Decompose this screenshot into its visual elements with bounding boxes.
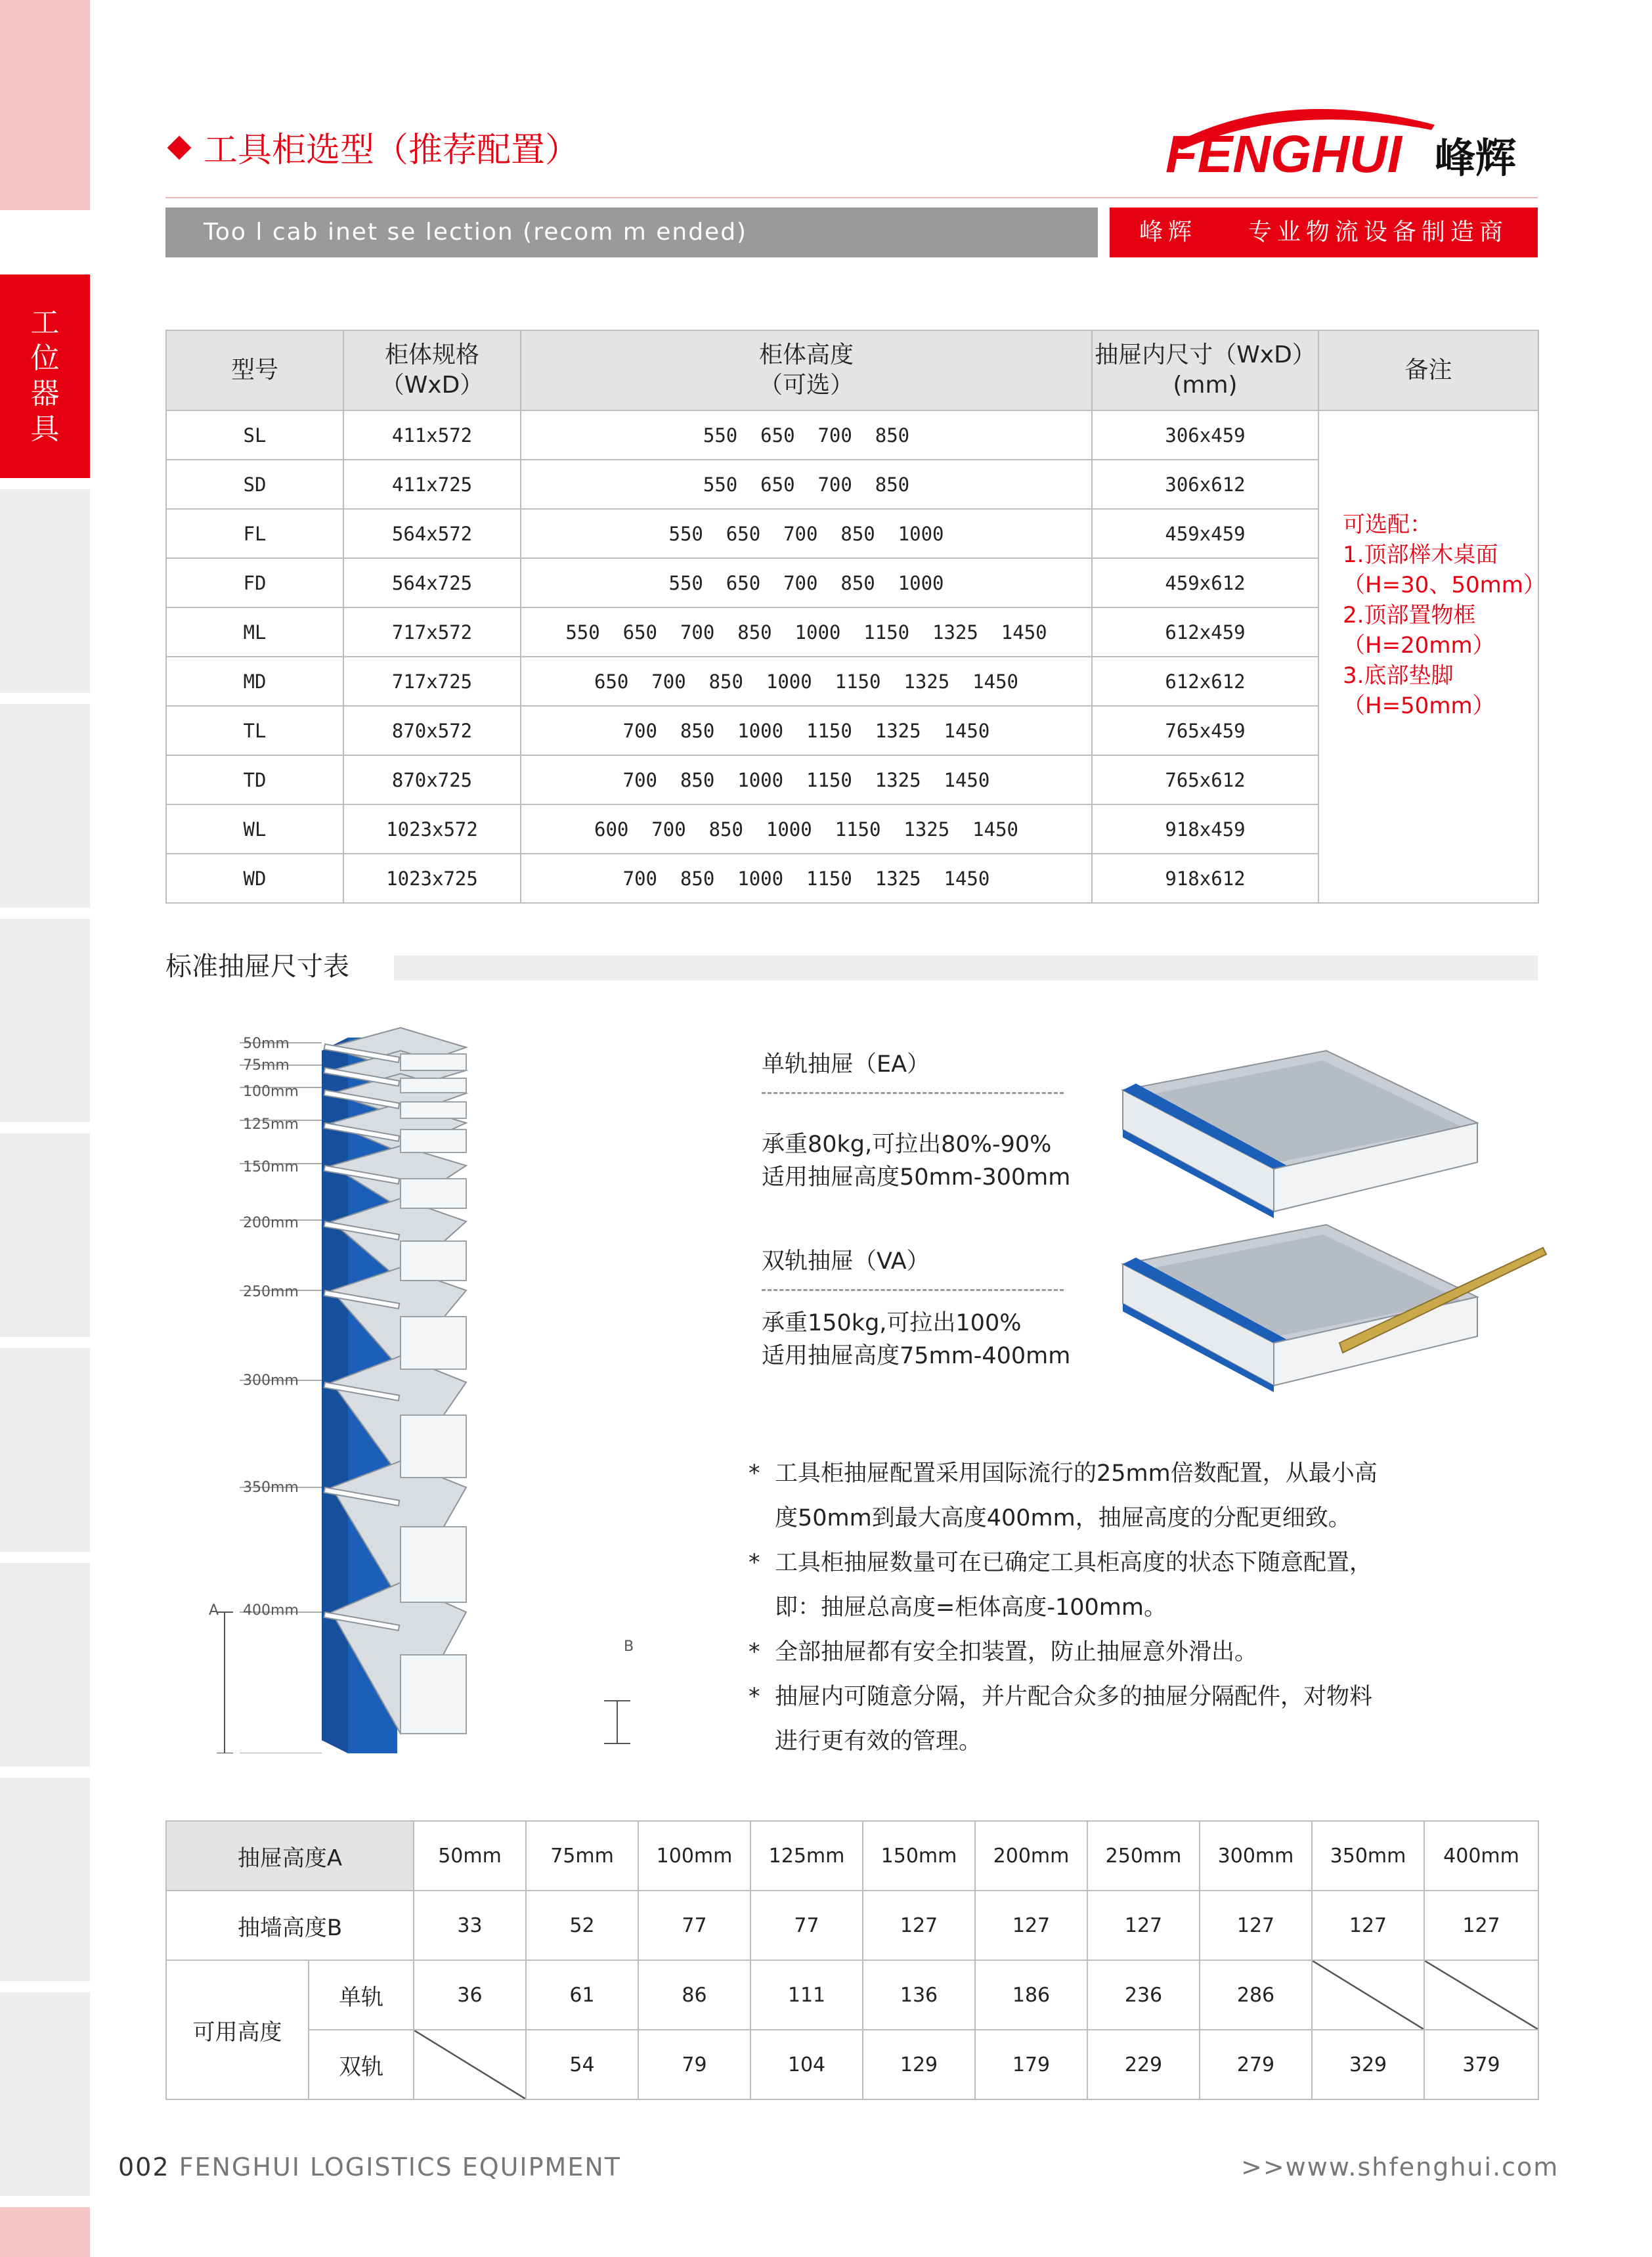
cell: 300mm: [1200, 1821, 1312, 1891]
note-text: 抽屉内可随意分隔，并片配合众多的抽屉分隔配件，对物料: [775, 1684, 1373, 1710]
cell-inner: 765x459: [1092, 706, 1318, 755]
note-text: 全部抽屉都有安全扣装置，防止抽屉意外滑出。: [775, 1639, 1258, 1665]
side-tab[interactable]: [0, 1348, 90, 1552]
cell-model: ML: [166, 607, 343, 657]
table-header-row: [166, 330, 1538, 410]
cell-model: TL: [166, 706, 343, 755]
cell: 136: [863, 1960, 975, 2030]
cell-model: SD: [166, 460, 343, 509]
cell: 129: [863, 2030, 975, 2099]
section-title: 标准抽屉尺寸表: [165, 952, 349, 982]
side-tab[interactable]: [0, 919, 90, 1122]
cell: 186: [975, 1960, 1087, 2030]
row-sublabel: 单轨: [309, 1960, 414, 2030]
cell: 36: [414, 1960, 526, 2030]
size-label: 400mm: [243, 1602, 299, 1619]
cell-height: 700 850 1000 1150 1325 1450: [521, 706, 1092, 755]
note-line: （H=20mm）: [1343, 632, 1495, 659]
size-label: 200mm: [243, 1215, 299, 1231]
side-tab-char: 工: [30, 306, 60, 340]
note-line: 可选配：: [1343, 512, 1432, 538]
cell-spec: 717x572: [343, 607, 521, 657]
cell-note: [1318, 410, 1546, 903]
cell-spec: 411x725: [343, 460, 521, 509]
note-line: 3.底部垫脚: [1343, 663, 1454, 689]
cell: 127: [1087, 1891, 1200, 1960]
cell: 200mm: [975, 1821, 1087, 1891]
cell: 100mm: [638, 1821, 750, 1891]
cell: 150mm: [863, 1821, 975, 1891]
note-text: 即：抽屉总高度=柜体高度-100mm。: [775, 1594, 1167, 1621]
cell: 279: [1200, 2030, 1312, 2099]
size-label: 100mm: [243, 1084, 299, 1100]
note-line: （H=50mm）: [1343, 693, 1495, 719]
cell-height: 600 700 850 1000 1150 1325 1450: [521, 804, 1092, 854]
slogan-bar: 峰辉 专业物流设备制造商: [1110, 208, 1538, 257]
size-label: 350mm: [243, 1479, 299, 1496]
side-tab-top: [0, 0, 90, 210]
row-sublabel: 双轨: [309, 2030, 414, 2099]
size-label: 125mm: [243, 1116, 299, 1133]
cell-spec: 717x725: [343, 657, 521, 706]
table-row: [166, 410, 1538, 460]
cell-height: 650 700 850 1000 1150 1325 1450: [521, 657, 1092, 706]
dim-label-a: A: [209, 1602, 219, 1619]
double-rail-drawer-image: [1110, 1218, 1556, 1409]
cell: 127: [1424, 1891, 1538, 1960]
side-tab[interactable]: [0, 489, 90, 693]
footer-company: FENGHUI LOGISTICS EQUIPMENT: [179, 2153, 621, 2181]
cell-height: 550 650 700 850: [521, 410, 1092, 460]
cell: 127: [863, 1891, 975, 1960]
side-tab[interactable]: [0, 1133, 90, 1337]
side-tab-bottom: [0, 2207, 90, 2257]
cell-inner: 306x459: [1092, 410, 1318, 460]
cell-height: 550 650 700 850 1000: [521, 558, 1092, 607]
cell: 52: [526, 1891, 638, 1960]
header-spec: 柜体规格 （WxD）: [343, 330, 521, 410]
dash-divider: [762, 1092, 1064, 1094]
cell-height: 700 850 1000 1150 1325 1450: [521, 755, 1092, 804]
cell-model: FD: [166, 558, 343, 607]
footer-left: [118, 2153, 621, 2181]
side-tab-char: 位: [30, 341, 60, 375]
cell: 77: [750, 1891, 863, 1960]
cell-inner: 918x612: [1092, 854, 1318, 903]
cell: 79: [638, 2030, 750, 2099]
page-number: 002: [118, 2153, 170, 2181]
footer-url[interactable]: >>www.shfenghui.com: [1241, 2153, 1559, 2181]
cell-inner: 459x459: [1092, 509, 1318, 558]
cell-inner: 306x612: [1092, 460, 1318, 509]
cell-spec: 870x572: [343, 706, 521, 755]
cell-model: SL: [166, 410, 343, 460]
cell: 75mm: [526, 1821, 638, 1891]
cell-inner: 612x612: [1092, 657, 1318, 706]
cell-model: TD: [166, 755, 343, 804]
double-rail-title: 双轨抽屉（VA）: [762, 1248, 930, 1275]
row-label: 抽墙高度B: [166, 1891, 414, 1960]
header-model: 型号: [166, 330, 343, 410]
size-label: 300mm: [243, 1372, 299, 1389]
side-tab[interactable]: [0, 1778, 90, 1981]
side-tab-active[interactable]: [0, 274, 90, 478]
empty-cell: [1312, 1960, 1424, 2030]
cell: 111: [750, 1960, 863, 2030]
side-tab-char: 具: [30, 412, 60, 446]
note-text: 度50mm到最大高度400mm，抽屉高度的分配更细致。: [775, 1505, 1351, 1531]
cell-model: WD: [166, 854, 343, 903]
cell: 127: [975, 1891, 1087, 1960]
note-item: [749, 1451, 1471, 1496]
cell: 127: [1312, 1891, 1424, 1960]
cell-inner: 765x612: [1092, 755, 1318, 804]
header-height: 柜体高度 （可选）: [521, 330, 1092, 410]
cell-height: 550 650 700 850: [521, 460, 1092, 509]
side-tab-char: 器: [30, 377, 60, 410]
cell-height: 700 850 1000 1150 1325 1450: [521, 854, 1092, 903]
cell: 50mm: [414, 1821, 526, 1891]
cell-spec: 1023x572: [343, 804, 521, 854]
cell: 179: [975, 2030, 1087, 2099]
cell: 379: [1424, 2030, 1538, 2099]
cabinet-table: [165, 330, 1546, 904]
cell: 125mm: [750, 1821, 863, 1891]
cell: 329: [1312, 2030, 1424, 2099]
section-bar: [394, 955, 1538, 980]
note-line: 2.顶部置物框: [1343, 602, 1476, 628]
cell-spec: 870x725: [343, 755, 521, 804]
cell: 400mm: [1424, 1821, 1538, 1891]
row-label: 抽屉高度A: [166, 1821, 414, 1891]
cell-height: 550 650 700 850 1000: [521, 509, 1092, 558]
header-note: 备注: [1318, 330, 1538, 410]
cell: 286: [1200, 1960, 1312, 2030]
cell-inner: 459x612: [1092, 558, 1318, 607]
table-row: [166, 1960, 1538, 2030]
drawer-size-table: [165, 1820, 1539, 2100]
size-label: 250mm: [243, 1284, 299, 1300]
logo-cn: 峰辉: [1435, 134, 1517, 182]
size-label: 150mm: [243, 1159, 299, 1175]
title-bullet-icon: [167, 136, 192, 160]
cell: 250mm: [1087, 1821, 1200, 1891]
note-line: （H=30、50mm）: [1343, 572, 1546, 598]
cell-spec: 411x572: [343, 410, 521, 460]
note-bullet: *: [749, 1639, 760, 1665]
empty-cell: [414, 2030, 526, 2099]
cell: 33: [414, 1891, 526, 1960]
drawer-cabinet-illustration: [197, 1024, 657, 1753]
cell-model: WL: [166, 804, 343, 854]
notes-list: [749, 1451, 1471, 1764]
note-bullet: *: [749, 1684, 760, 1710]
cell-inner: 612x459: [1092, 607, 1318, 657]
dim-label-b: B: [624, 1638, 634, 1655]
table-row: [166, 1821, 1538, 1891]
note-bullet: *: [749, 1460, 760, 1487]
cell-model: MD: [166, 657, 343, 706]
single-rail-range: 适用抽屉高度50mm-300mm: [762, 1164, 1071, 1191]
cell: 61: [526, 1960, 638, 2030]
note-item: [749, 1541, 1471, 1585]
size-label: 75mm: [243, 1057, 290, 1074]
cell-spec: 564x725: [343, 558, 521, 607]
cell-spec: 564x572: [343, 509, 521, 558]
note-bullet: *: [749, 1550, 760, 1576]
side-tab[interactable]: [0, 1563, 90, 1766]
cell: 229: [1087, 2030, 1200, 2099]
cell-spec: 1023x725: [343, 854, 521, 903]
cell: 104: [750, 2030, 863, 2099]
row-label: 可用高度: [166, 1960, 309, 2099]
double-rail-spec: 承重150kg,可拉出100%: [762, 1310, 1022, 1336]
note-text: 工具柜抽屉配置采用国际流行的25mm倍数配置，从最小高: [775, 1460, 1378, 1487]
page-title: 工具柜选型（推荐配置）: [204, 131, 580, 170]
note-item: [749, 1675, 1471, 1719]
header-inner-size: 抽屉内尺寸（WxD） (mm): [1092, 330, 1318, 410]
cell: 350mm: [1312, 1821, 1424, 1891]
double-rail-range: 适用抽屉高度75mm-400mm: [762, 1343, 1071, 1369]
note-item: [749, 1630, 1471, 1675]
size-label: 50mm: [243, 1036, 290, 1052]
side-tab[interactable]: [0, 1992, 90, 2196]
cell: 54: [526, 2030, 638, 2099]
cell: 86: [638, 1960, 750, 2030]
cell: 236: [1087, 1960, 1200, 2030]
table-row: [166, 1891, 1538, 1960]
fenghui-logo: [1152, 99, 1546, 184]
single-rail-spec: 承重80kg,可拉出80%-90%: [762, 1131, 1052, 1158]
single-rail-title: 单轨抽屉（EA）: [762, 1051, 930, 1078]
table-row: [166, 2030, 1538, 2099]
note-line: 1.顶部榉木桌面: [1343, 542, 1498, 568]
note-text: 进行更有效的管理。: [775, 1728, 982, 1755]
note-text: 工具柜抽屉数量可在已确定工具柜高度的状态下随意配置，: [775, 1550, 1373, 1576]
single-rail-drawer-image: [1110, 1044, 1490, 1235]
dash-divider: [762, 1289, 1064, 1291]
subtitle-bar: Too l cab inet se lection (recom m ended): [165, 208, 1098, 257]
header-rule: [165, 197, 1538, 198]
cell-inner: 918x459: [1092, 804, 1318, 854]
cell: 127: [1200, 1891, 1312, 1960]
cell-model: FL: [166, 509, 343, 558]
side-tab[interactable]: [0, 704, 90, 908]
cell-height: 550 650 700 850 1000 1150 1325 1450: [521, 607, 1092, 657]
cell: 77: [638, 1891, 750, 1960]
empty-cell: [1424, 1960, 1538, 2030]
logo-wordmark: FENGHUI: [1165, 125, 1402, 183]
